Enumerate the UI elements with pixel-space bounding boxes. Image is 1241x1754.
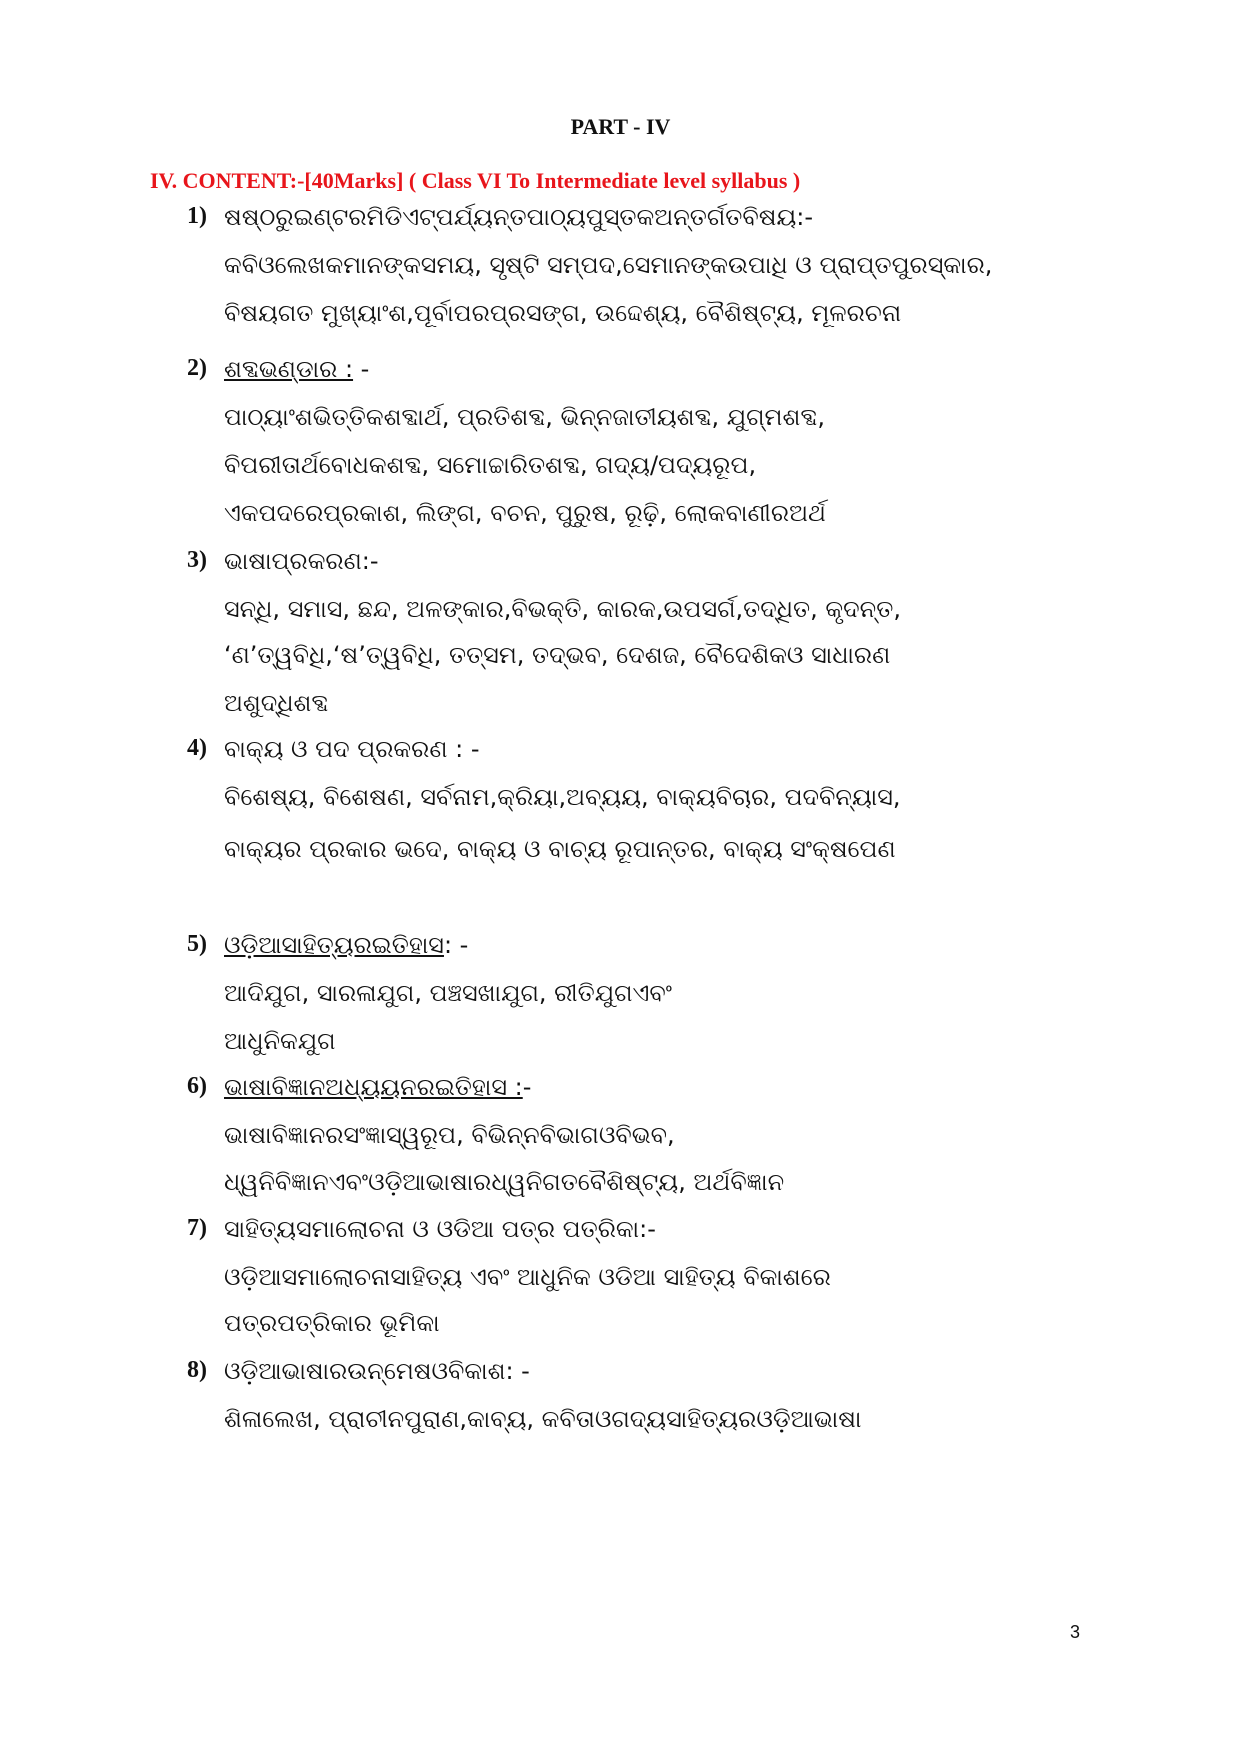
section-content-line: ଓଡ଼ିଆସମାଲୋଚନାସାହିତ୍ୟ ଏବଂ ଆଧୁନିକ ଓଡିଆ ସାହିତ୍ୟ ବିକାଶରେ — [224, 1263, 831, 1291]
section-title-suffix: : - — [443, 931, 469, 959]
section-title-suffix: - — [353, 355, 370, 383]
section-content-line: ଏକପଦରେପ୍ରକାଶ, ଲିଙ୍ଗ, ବଚନ, ପୁରୁଷ, ରୂଢ଼ି, ଲୋକବାଣୀରଅର୍ଥ — [224, 499, 826, 527]
section-content-line: ଆଦିଯୁଗ, ସାରଳାଯୁଗ, ପଞ୍ଚସଖାଯୁଗ, ରୀତିଯୁଗଏବଂ — [224, 979, 672, 1007]
section-number: 7) — [187, 1215, 207, 1241]
page-number: 3 — [1070, 1622, 1081, 1642]
section-content-line: ଶିଳାଲେଖ, ପ୍ରାଚୀନପୁରାଣ,କାବ୍ୟ, କବିତାଓଗଦ୍ୟସାହିତ୍ୟରଓଡ଼ିଆଭାଷା — [224, 1405, 862, 1433]
section-title — [224, 1217, 656, 1241]
section-title-text: ସାହିତ୍ୟସମାଲୋଚନା ଓ ଓଡିଆ ପତ୍ର ପତ୍ରିକା:- — [224, 1215, 656, 1243]
section-title-suffix: - — [522, 1073, 532, 1101]
section-title — [224, 357, 369, 381]
section-number: 1) — [187, 203, 207, 229]
section-content-line: କବିଓଲେଖକମାନଙ୍କସମୟ, ସୃଷ୍ଟି ସମ୍ପଦ,ସେମାନଙ୍କଉପାଧି ଓ ପ୍ରାପ୍ତପୁରସ୍କାର, — [224, 251, 993, 279]
section-title — [224, 549, 379, 573]
section-title-text: ବାକ୍ୟ ଓ ପଦ ପ୍ରକରଣ : - — [224, 735, 480, 763]
section-title-text: ଓଡ଼ିଆସାହିତ୍ୟରଇତିହାସ — [224, 931, 444, 959]
section-number: 5) — [187, 931, 207, 957]
section-content-line: ‘ଣ’ତ୍ୱବିଧି,‘ଷ’ତ୍ୱବିଧି, ତତ୍ସମ, ତଦ୍‌ଭବ, ଦେଶଜ, ବୈଦେଶିକଓ ସାଧାରଣ — [224, 641, 891, 669]
section-content-line: ଧ୍ୱନିବିଜ୍ଞାନଏବଂଓଡ଼ିଆଭାଷାରଧ୍ୱନିଗତବୈଶିଷ୍ଟ୍ୟ, ଅର୍ଥବିଜ୍ଞାନ — [224, 1168, 785, 1196]
section-content-line: ବାକ୍‌ୟର ପ୍‌ରକାର ଭଦେ, ବାକ୍‌ୟ ଓ ବାଚ୍ୟ ରୂପାନ୍‌ତର, ବାକ୍‌ୟ ସଂକ୍‌ଷପେଣ — [224, 835, 896, 863]
section-title-text: ଶବ୍ଦଭଣ୍ଡାର : — [224, 355, 354, 383]
section-content-line: ବିପରୀତାର୍ଥବୋଧକଶବ୍ଦ, ସମୋଚ୍ଚାରିତଶବ୍ଦ, ଗଦ୍ୟ/ପଦ୍ୟରୂପ, — [224, 451, 757, 479]
section-title-text: ଷଷ୍ଠରୁଇଣ୍ଟରମିଡିଏଟ୍‌ପର୍ଯ୍ୟନ୍ତପାଠ୍ୟପୁସ୍ତକଅନ୍ତର୍ଗତବିଷୟ:- — [224, 203, 814, 231]
section-content-line: ଅଶୁଦ୍ଧିଶବ୍ଦ — [224, 689, 329, 717]
section-number: 6) — [187, 1073, 207, 1099]
part-title: PART - IV — [570, 114, 671, 139]
section-number: 4) — [187, 735, 207, 761]
section-title-text: ଭାଷାପ୍ରକରଣ:- — [224, 547, 379, 575]
section-title — [224, 1359, 530, 1383]
section-title — [224, 1075, 531, 1099]
section-content-line: ସନ୍ଧି, ସମାସ, ଛନ୍ଦ, ଅଳଙ୍କାର,ବିଭକ୍ତି, କାରକ,ଉପସର୍ଗ,ତଦ୍ଧିତ, କୃଦନ୍ତ, — [224, 595, 901, 623]
section-content-line: ପାଠ୍ୟାଂଶଭିତ୍ତିକଶବ୍ଦାର୍ଥ, ପ୍ରତିଶବ୍ଦ, ଭିନ୍ନଜାତୀୟଶବ୍ଦ, ଯୁଗ୍ମଶବ୍ଦ, — [224, 403, 825, 431]
section-content-line: ବିଷୟଗତ ମୁଖ୍ୟାଂଶ,ପୂର୍ବାପରପ୍ରସଙ୍ଗ, ଉଦ୍ଦେଶ୍ୟ, ବୈଶିଷ୍ଟ୍ୟ, ମୂଳରଚନା — [224, 299, 902, 327]
section-number: 8) — [187, 1357, 207, 1383]
section-title — [224, 737, 479, 761]
section-number: 2) — [187, 355, 207, 381]
section-title-text: ଓଡ଼ିଆଭାଷାରଉନ୍ମେଷଓବିକାଶ: - — [224, 1357, 530, 1385]
section-number: 3) — [187, 547, 207, 573]
section-content-line: ଆଧୁନିକଯୁଗ — [224, 1027, 336, 1055]
section-content-line: ପତ୍ରପତ୍ରିକାର ଭୂମିକା — [224, 1309, 440, 1337]
content-heading: IV. CONTENT:-[40Marks] ( Class VI To Intermediate level syllabus ) — [150, 168, 801, 193]
section-title — [224, 933, 468, 957]
section-title — [224, 205, 813, 229]
section-title-text: ଭାଷାବିଜ୍ଞାନଅଧ୍ୟୟନରଇତିହାସ : — [224, 1073, 523, 1101]
section-content-line: ଭାଷାବିଜ୍ଞାନରସଂଜ୍ଞାସ୍ୱରୂପ, ବିଭିନ୍ନବିଭାଗଓବିଭବ, — [224, 1121, 675, 1149]
section-content-line: ବିଶେଷ୍ୟ, ବିଶେଷଣ, ସର୍ବନାମ,କ୍ରିୟା,ଅବ୍ୟୟ, ବାକ୍ୟବିଚାର, ପଦବିନ୍‌ୟାସ, — [224, 783, 901, 811]
